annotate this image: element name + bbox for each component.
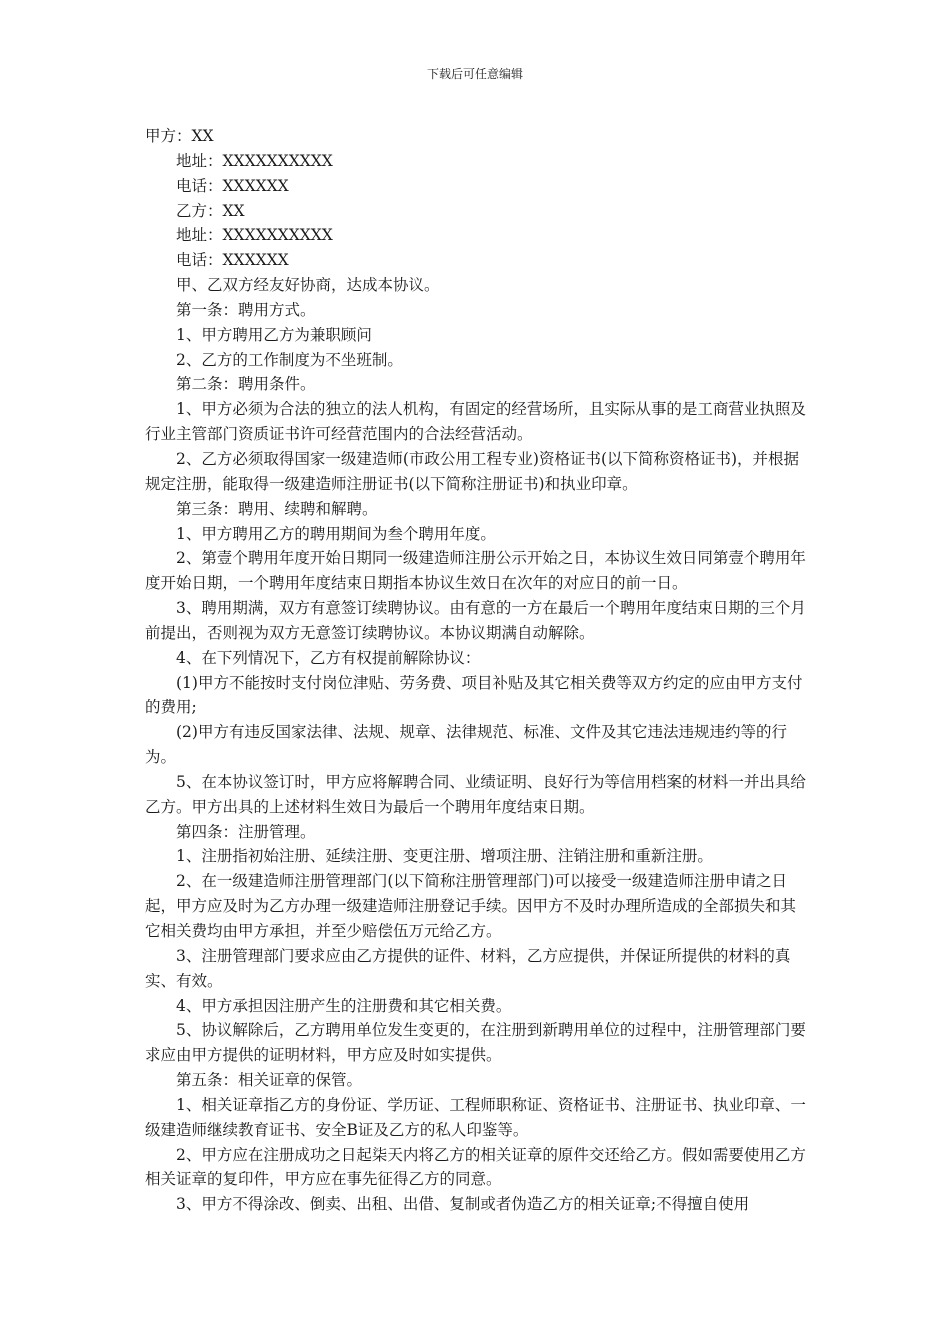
paragraph: 1、相关证章指乙方的身份证、学历证、工程师职称证、资格证书、注册证书、执业印章、一级建造师继续教育证书、安全B证及乙方的私人印鉴等。	[145, 1095, 806, 1139]
paragraph: 地址：XXXXXXXXXX	[176, 226, 333, 245]
paragraph: 5、协议解除后，乙方聘用单位发生变更的，在注册到新聘用单位的过程中，注册管理部门要求应由甲方提供的证明材料，甲方应及时如实提供。	[145, 1021, 806, 1065]
paragraph: 1、注册指初始注册、延续注册、变更注册、增项注册、注销注册和重新注册。	[176, 847, 713, 866]
paragraph: 4、在下列情况下，乙方有权提前解除协议：	[176, 648, 481, 667]
paragraph: 3、甲方不得涂改、倒卖、出租、出借、复制或者伪造乙方的相关证章;不得擅自使用	[176, 1195, 750, 1214]
paragraph: 电话：XXXXXX	[176, 251, 289, 270]
page-header: 下载后可任意编辑	[426, 67, 523, 81]
paragraph: (1)甲方不能按时支付岗位津贴、劳务费、项目补贴及其它相关费等双方约定的应由甲方支付的费用;	[145, 673, 803, 717]
paragraph: 3、聘用期满，双方有意签订续聘协议。由有意的一方在最后一个聘用年度结束日期的三个月前提出，否则视为双方无意签订续聘协议。本协议期满自动解除。	[145, 599, 806, 642]
paragraph: 4、甲方承担因注册产生的注册费和其它相关费。	[176, 996, 512, 1015]
paragraph: 第三条：聘用、续聘和解聘。	[176, 499, 378, 518]
paragraph: 第五条：相关证章的保管。	[176, 1071, 363, 1090]
document-body	[145, 124, 809, 1217]
paragraph: 2、在一级建造师注册管理部门(以下简称注册管理部门)可以接受一级建造师注册申请之日起，甲方应及时为乙方办理一级建造师注册登记手续。因甲方不及时办理所造成的全部损失和其它相关费均由甲方承担，并至少赔偿伍万元给乙方。	[145, 872, 797, 940]
paragraph: (2)甲方有违反国家法律、法规、规章、法律规范、标准、文件及其它违法违规违约等的行为。	[145, 723, 787, 767]
paragraph: 5、在本协议签订时，甲方应将解聘合同、业绩证明、良好行为等信用档案的材料一并出具给乙方。甲方出具的上述材料生效日为最后一个聘用年度结束日期。	[145, 772, 806, 816]
paragraph: 2、乙方必须取得国家一级建造师(市政公用工程专业)资格证书(以下简称资格证书)，并根据规定注册，能取得一级建造师注册证书(以下简称注册证书)和执业印章。	[145, 449, 800, 493]
paragraph: 2、甲方应在注册成功之日起柒天内将乙方的相关证章的原件交还给乙方。假如需要使用乙方相关证章的复印件，甲方应在事先征得乙方的同意。	[145, 1145, 806, 1189]
paragraph: 1、甲方聘用乙方为兼职顾问	[176, 325, 372, 344]
paragraph: 第一条：聘用方式。	[176, 300, 316, 319]
paragraph: 第四条：注册管理。	[176, 822, 316, 841]
paragraph: 甲、乙双方经友好协商，达成本协议。	[176, 276, 440, 295]
paragraph: 2、第壹个聘用年度开始日期同一级建造师注册公示开始之日，本协议生效日同第壹个聘用年度开始日期，一个聘用年度结束日期指本协议生效日在次年的对应日的前一日。	[145, 549, 806, 593]
paragraph: 1、甲方聘用乙方的聘用期间为叁个聘用年度。	[176, 524, 496, 543]
paragraph: 第二条：聘用条件。	[176, 375, 316, 394]
paragraph: 2、乙方的工作制度为不坐班制。	[176, 350, 403, 369]
paragraph: 电话：XXXXXX	[176, 176, 289, 195]
paragraph: 3、注册管理部门要求应由乙方提供的证件、材料，乙方应提供，并保证所提供的材料的真实、有效。	[145, 946, 791, 990]
paragraph: 1、甲方必须为合法的独立的法人机构，有固定的经营场所，且实际从事的是工商营业执照及行业主管部门资质证书许可经营范围内的合法经营活动。	[145, 400, 806, 444]
paragraph: 甲方：XX	[145, 127, 214, 145]
paragraph: 乙方：XX	[176, 201, 245, 220]
paragraph: 地址：XXXXXXXXXX	[176, 151, 333, 170]
